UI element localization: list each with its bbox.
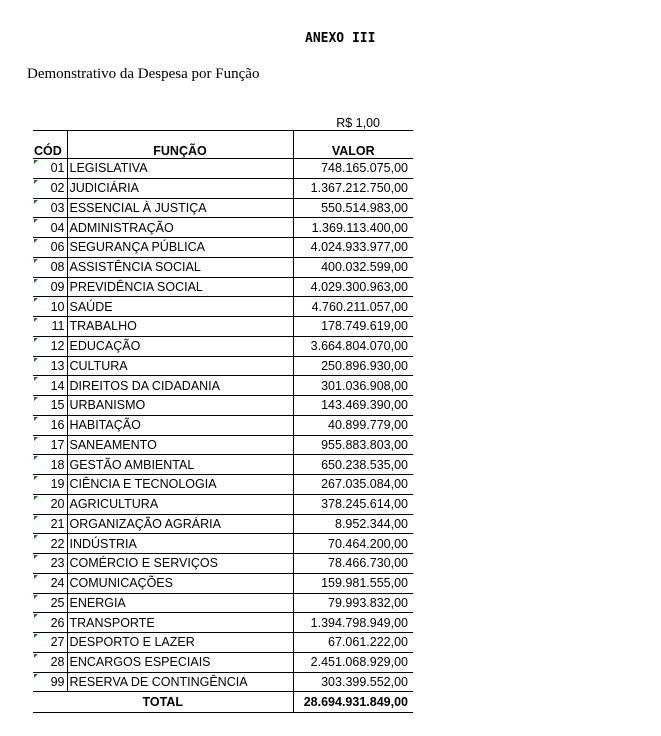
row-code: 06 bbox=[33, 238, 67, 258]
table-row bbox=[33, 475, 413, 495]
row-code: 04 bbox=[33, 218, 67, 238]
row-function: SANEAMENTO bbox=[67, 435, 293, 455]
row-value: 301.036.908,00 bbox=[293, 376, 413, 396]
row-code: 03 bbox=[33, 198, 67, 218]
row-function: AGRICULTURA bbox=[67, 494, 293, 514]
row-value: 40.899.779,00 bbox=[293, 415, 413, 435]
row-code: 13 bbox=[33, 356, 67, 376]
table-row bbox=[33, 376, 413, 396]
row-code: 18 bbox=[33, 455, 67, 475]
table-row bbox=[33, 356, 413, 376]
row-value: 400.032.599,00 bbox=[293, 257, 413, 277]
row-function: COMÉRCIO E SERVIÇOS bbox=[67, 554, 293, 574]
row-value: 748.165.075,00 bbox=[293, 159, 413, 179]
row-function: LEGISLATIVA bbox=[67, 159, 293, 179]
row-value: 2.451.068.929,00 bbox=[293, 652, 413, 672]
row-function: TRANSPORTE bbox=[67, 613, 293, 633]
row-function: JUDICIÁRIA bbox=[67, 178, 293, 198]
table-row bbox=[33, 396, 413, 416]
row-function: ADMINISTRAÇÃO bbox=[67, 218, 293, 238]
row-value: 143.469.390,00 bbox=[293, 396, 413, 416]
row-code: 16 bbox=[33, 415, 67, 435]
row-code: 09 bbox=[33, 277, 67, 297]
row-function: DESPORTO E LAZER bbox=[67, 633, 293, 653]
total-row bbox=[33, 692, 413, 713]
row-value: 70.464.200,00 bbox=[293, 534, 413, 554]
row-code: 20 bbox=[33, 494, 67, 514]
row-code: 14 bbox=[33, 376, 67, 396]
row-function: GESTÃO AMBIENTAL bbox=[67, 455, 293, 475]
row-code: 23 bbox=[33, 554, 67, 574]
row-function: PREVIDÊNCIA SOCIAL bbox=[67, 277, 293, 297]
table-row bbox=[33, 297, 413, 317]
table-row bbox=[33, 218, 413, 238]
row-value: 78.466.730,00 bbox=[293, 554, 413, 574]
column-header-value: VALOR bbox=[293, 131, 413, 159]
row-function: URBANISMO bbox=[67, 396, 293, 416]
row-function: INDÚSTRIA bbox=[67, 534, 293, 554]
currency-note: R$ 1,00 bbox=[336, 116, 380, 130]
row-function: DIREITOS DA CIDADANIA bbox=[67, 376, 293, 396]
table-row bbox=[33, 652, 413, 672]
row-code: 15 bbox=[33, 396, 67, 416]
table-row bbox=[33, 336, 413, 356]
row-function: CULTURA bbox=[67, 356, 293, 376]
row-value: 4.029.300.963,00 bbox=[293, 277, 413, 297]
row-value: 267.035.084,00 bbox=[293, 475, 413, 495]
row-code: 02 bbox=[33, 178, 67, 198]
row-value: 4.760.211.057,00 bbox=[293, 297, 413, 317]
total-value: 28.694.931.849,00 bbox=[293, 692, 413, 713]
row-code: 19 bbox=[33, 475, 67, 495]
row-function: CIÊNCIA E TECNOLOGIA bbox=[67, 475, 293, 495]
annex-title: ANEXO III bbox=[305, 31, 376, 46]
row-function: TRABALHO bbox=[67, 317, 293, 337]
row-code: 28 bbox=[33, 652, 67, 672]
row-code: 21 bbox=[33, 514, 67, 534]
document-subtitle: Demonstrativo da Despesa por Função bbox=[27, 66, 260, 82]
table-row bbox=[33, 613, 413, 633]
row-value: 1.394.798.949,00 bbox=[293, 613, 413, 633]
row-function: ESSENCIAL À JUSTIÇA bbox=[67, 198, 293, 218]
table-row bbox=[33, 672, 413, 692]
expense-by-function-table bbox=[33, 130, 413, 713]
row-code: 11 bbox=[33, 317, 67, 337]
table-row bbox=[33, 198, 413, 218]
row-code: 24 bbox=[33, 573, 67, 593]
row-code: 17 bbox=[33, 435, 67, 455]
table-row bbox=[33, 554, 413, 574]
table-header-row bbox=[33, 131, 413, 159]
row-code: 26 bbox=[33, 613, 67, 633]
row-code: 01 bbox=[33, 159, 67, 179]
table-row bbox=[33, 633, 413, 653]
row-value: 4.024.933.977,00 bbox=[293, 238, 413, 258]
column-header-code: CÓD bbox=[33, 131, 67, 159]
table-row bbox=[33, 593, 413, 613]
row-code: 12 bbox=[33, 336, 67, 356]
row-value: 67.061.222,00 bbox=[293, 633, 413, 653]
row-code: 10 bbox=[33, 297, 67, 317]
row-function: COMUNICAÇÕES bbox=[67, 573, 293, 593]
row-code: 25 bbox=[33, 593, 67, 613]
table-row bbox=[33, 238, 413, 258]
table-body bbox=[33, 159, 413, 692]
row-value: 550.514.983,00 bbox=[293, 198, 413, 218]
row-function: ENERGIA bbox=[67, 593, 293, 613]
row-function: EDUCAÇÃO bbox=[67, 336, 293, 356]
row-code: 08 bbox=[33, 257, 67, 277]
table-row bbox=[33, 317, 413, 337]
table-row bbox=[33, 435, 413, 455]
row-function: ORGANIZAÇÃO AGRÁRIA bbox=[67, 514, 293, 534]
row-value: 79.993.832,00 bbox=[293, 593, 413, 613]
row-function: RESERVA DE CONTINGÊNCIA bbox=[67, 672, 293, 692]
row-value: 1.369.113.400,00 bbox=[293, 218, 413, 238]
table-row bbox=[33, 514, 413, 534]
table-row bbox=[33, 277, 413, 297]
row-code: 99 bbox=[33, 672, 67, 692]
row-value: 650.238.535,00 bbox=[293, 455, 413, 475]
row-value: 250.896.930,00 bbox=[293, 356, 413, 376]
row-value: 159.981.555,00 bbox=[293, 573, 413, 593]
row-function: ASSISTÊNCIA SOCIAL bbox=[67, 257, 293, 277]
total-label: TOTAL bbox=[33, 692, 293, 713]
table-row bbox=[33, 178, 413, 198]
row-code: 27 bbox=[33, 633, 67, 653]
row-code: 22 bbox=[33, 534, 67, 554]
row-value: 955.883.803,00 bbox=[293, 435, 413, 455]
row-value: 3.664.804.070,00 bbox=[293, 336, 413, 356]
table-row bbox=[33, 455, 413, 475]
row-value: 1.367.212.750,00 bbox=[293, 178, 413, 198]
table-row bbox=[33, 257, 413, 277]
row-value: 303.399.552,00 bbox=[293, 672, 413, 692]
row-function: HABITAÇÃO bbox=[67, 415, 293, 435]
row-function: SAÚDE bbox=[67, 297, 293, 317]
table-row bbox=[33, 159, 413, 179]
table-row bbox=[33, 573, 413, 593]
row-function: ENCARGOS ESPECIAIS bbox=[67, 652, 293, 672]
table-row bbox=[33, 494, 413, 514]
row-function: SEGURANÇA PÚBLICA bbox=[67, 238, 293, 258]
table-row bbox=[33, 534, 413, 554]
row-value: 378.245.614,00 bbox=[293, 494, 413, 514]
column-header-function: FUNÇÃO bbox=[67, 131, 293, 159]
table-row bbox=[33, 415, 413, 435]
row-value: 8.952.344,00 bbox=[293, 514, 413, 534]
row-value: 178.749.619,00 bbox=[293, 317, 413, 337]
